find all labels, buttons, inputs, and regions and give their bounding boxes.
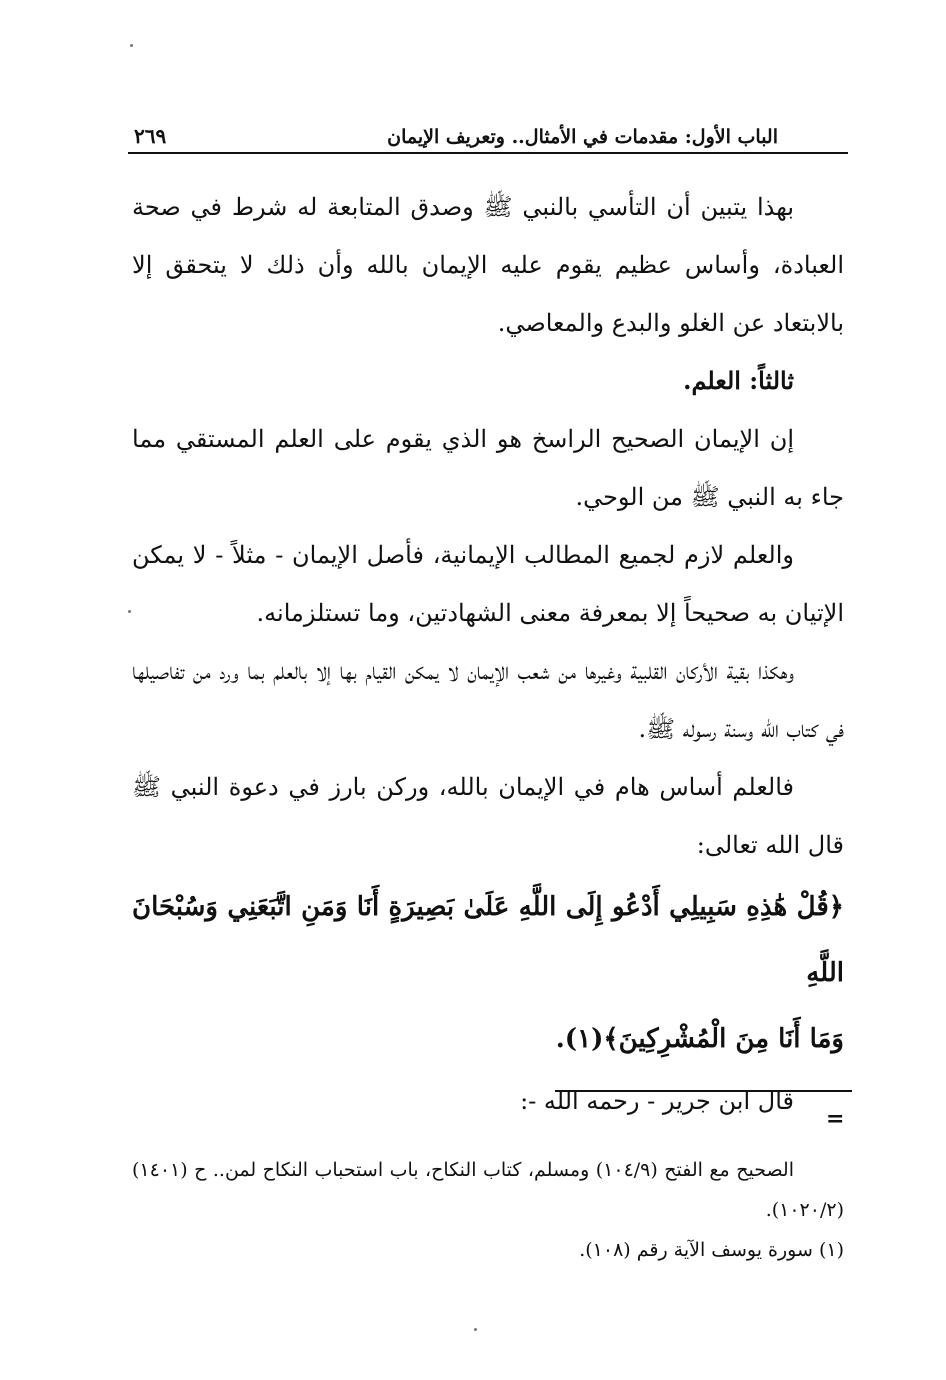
- quran-verse-line-1: ﴿قُلْ هَٰذِهِ سَبِيلِي أَدْعُو إِلَى اللَّهِ عَلَىٰ بَصِيرَةٍ أَنَا وَمَنِ اتَّبَعَنِي وَسُبْحَانَ اللَّهِ: [132, 892, 844, 988]
- header-title: الباب الأول: مقدمات في الأمثال.. وتعريف الإيمان: [387, 126, 778, 148]
- scan-speck: [130, 44, 133, 47]
- quotation-intro: قال ابن جرير - رحمه الله -:: [520, 1087, 794, 1115]
- scan-speck: [128, 610, 131, 613]
- footnote-separator: [555, 1090, 852, 1092]
- section-heading: ثالثاً: العلم.: [683, 366, 794, 395]
- paragraph-2: إن الإيمان الصحيح الراسخ هو الذي يقوم على العلم المستقي مما جاء به النبي ﷺ من الوحي.: [132, 425, 844, 511]
- page-number: ٢٦٩: [134, 124, 167, 148]
- paragraph-5: فالعلم أساس هام في الإيمان بالله، وركن بارز في دعوة النبي ﷺ قال الله تعالى:: [132, 773, 844, 859]
- footnotes: [132, 1150, 844, 1270]
- footnote-continuation-mark: =: [826, 1106, 845, 1132]
- main-text: [132, 178, 844, 1130]
- footnote-1: (١) سورة يوسف الآية رقم (١٠٨).: [579, 1239, 844, 1261]
- quran-verse-line-2: وَمَا أَنَا مِنَ الْمُشْرِكِينَ﴾(١).: [555, 1024, 844, 1054]
- paragraph-1: بهذا يتبين أن التأسي بالنبي ﷺ وصدق المتابعة له شرط في صحة العبادة، وأساس عظيم يقوم عليه الإيمان بالله وأن ذلك لا يتحقق إلا بالابتعاد عن الغلو والبدع والمعاصي.: [132, 193, 844, 337]
- paragraph-4: وهكذا بقية الأركان القلبية وغيرها من شعب الإيمان لا يمكن القيام بها إلا بالعلم بما ورد من تفاصيلها في كتاب الله وسنة رسوله ﷺ.: [132, 657, 844, 743]
- scan-speck: [474, 1328, 477, 1331]
- footnote-continued: الصحيح مع الفتح (١٠٤/٩) ومسلم، كتاب النكاح، باب استحباب النكاح لمن.. ح (١٤٠١) (١٠٢٠/٢).: [132, 1159, 844, 1221]
- paragraph-3: والعلم لازم لجميع المطالب الإيمانية، فأصل الإيمان - مثلاً - لا يمكن الإتيان به صحيحاً إلا بمعرفة معنى الشهادتين، وما تستلزمانه.: [132, 541, 844, 627]
- running-header: [128, 118, 848, 154]
